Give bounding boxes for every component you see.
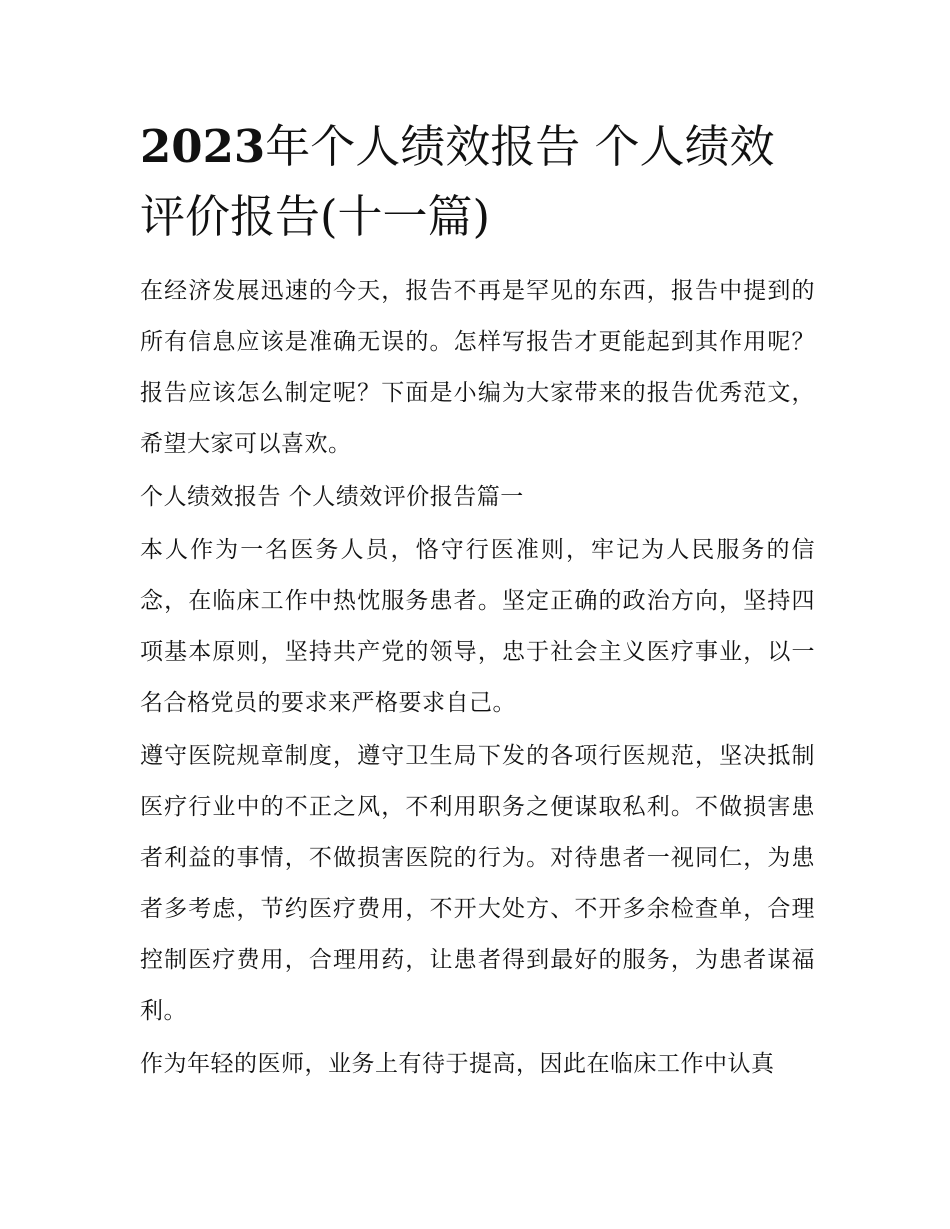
body-paragraph-2: 遵守医院规章制度，遵守卫生局下发的各项行医规范，坚决抵制医疗行业中的不正之风，不利用职务之便谋取私利。不做损害患者利益的事情，不做损害医院的行为。对待患者一视同仁，为患者多考虑，节约医疗费用，不开大处方、不开多余检查单，合理控制医疗费用，合理用药，让患者得到最好的服务，为患者谋福利。 [140, 743, 815, 1024]
section-heading: 个人绩效报告 个人绩效评价报告篇一 [140, 484, 524, 510]
title-year: 2023 [140, 120, 266, 173]
body-paragraph-3: 作为年轻的医师，业务上有待于提高，因此在临床工作中认真 [140, 1051, 775, 1077]
intro-paragraph: 在经济发展迅速的今天，报告不再是罕见的东西，报告中提到的所有信息应该是准确无误的。怎样写报告才更能起到其作用呢？报告应该怎么制定呢？下面是小编为大家带来的报告优秀范文，希望大家可以喜欢。 [140, 278, 815, 457]
document-title [140, 112, 815, 252]
title-text: 年个人绩效报告 个人绩效评价报告(十一篇) [140, 120, 775, 243]
body-paragraph-1: 本人作为一名医务人员，恪守行医准则，牢记为人民服务的信念，在临床工作中热忱服务患者。坚定正确的政治方向，坚持四项基本原则，坚持共产党的领导，忠于社会主义医疗事业，以一名合格党员的要求来严格要求自己。 [140, 537, 815, 716]
document-content [140, 112, 815, 1092]
